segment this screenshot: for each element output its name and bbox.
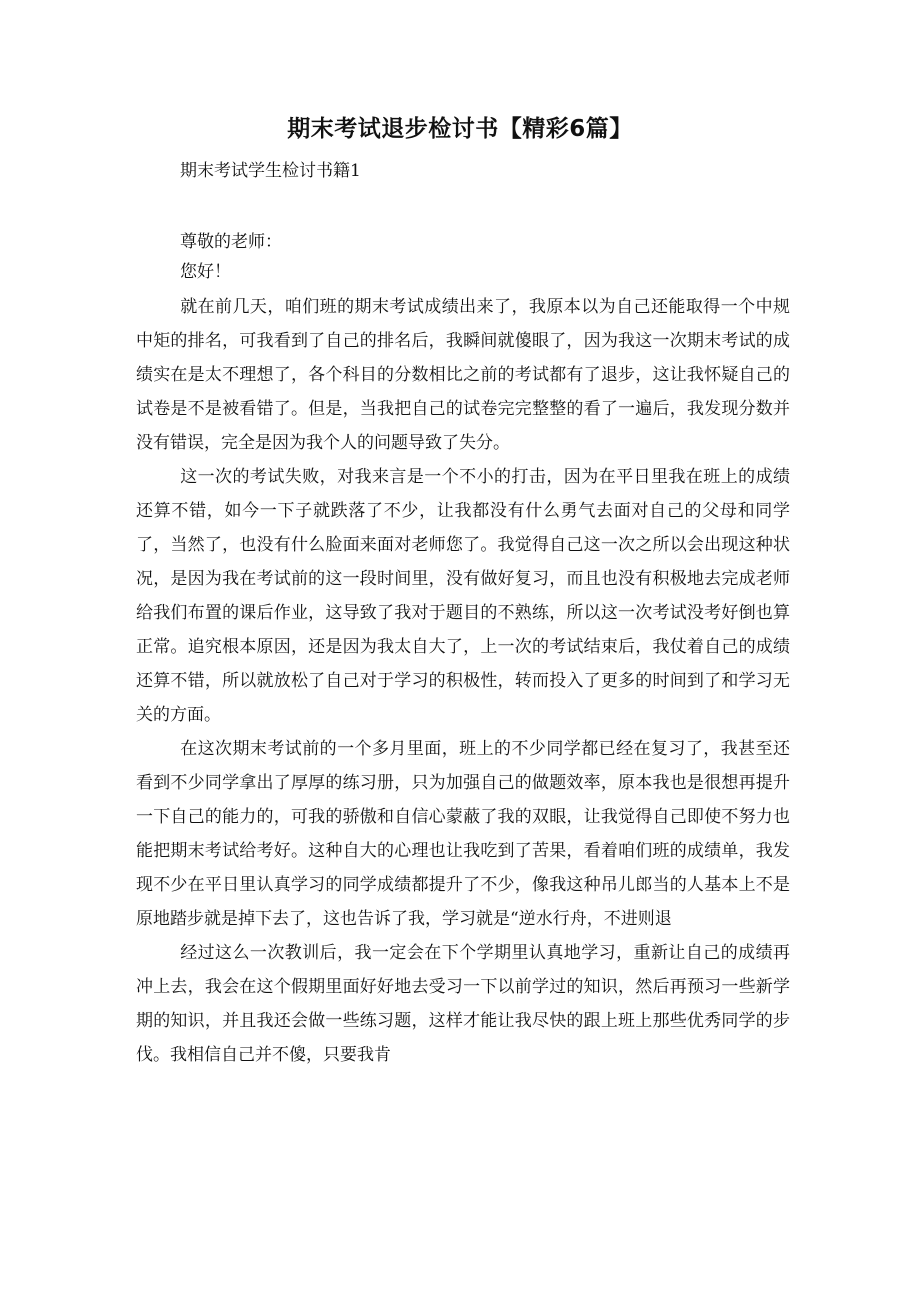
letter-body bbox=[136, 290, 790, 1072]
document-title: 期末考试退步检讨书【精彩6篇】 bbox=[287, 116, 633, 142]
paragraph-4: 经过这么一次教训后，我一定会在下个学期里认真地学习，重新让自己的成绩再冲上去，我会在这个假期里面好好地去受习一下以前学过的知识，然后再预习一些新学期的知识，并且我还会做一些练习题，这样才能让我尽快的跟上班上那些优秀同学的步伐。我相信自己并不傻，只要我肯 bbox=[136, 943, 790, 1065]
greeting: 尊敬的老师： bbox=[180, 232, 282, 252]
paragraph-2: 这一次的考试失败，对我来言是一个不小的打击，因为在平日里我在班上的成绩还算不错，如今一下子就跌落了不少，让我都没有什么勇气去面对自己的父母和同学了，当然了，也没有什么脸面来面对老师您了。我觉得自己这一次之所以会出现这种状况，是因为我在考试前的这一段时间里，没有做好复习，而且也没有积极地去完成老师给我们布置的课后作业，这导致了我对于题目的不熟练，所以这一次考试没考好倒也算正常。追究根本原因，还是因为我太自大了，上一次的考试结束后，我仗着自己的成绩还算不错，所以就放松了自己对于学习的积极性，转而投入了更多的时间到了和学习无关的方面。 bbox=[136, 467, 790, 725]
paragraph-1: 就在前几天，咱们班的期末考试成绩出来了，我原本以为自己还能取得一个中规中矩的排名，可我看到了自己的排名后，我瞬间就傻眼了，因为我这一次期末考试的成绩实在是太不理想了，各个科目的分数相比之前的考试都有了退步，这让我怀疑自己的试卷是不是被看错了。但是，当我把自己的试卷完完整整的看了一遍后，我发现分数并没有错误，完全是因为我个人的问题导致了失分。 bbox=[136, 297, 790, 453]
document-subtitle: 期末考试学生检讨书籍1 bbox=[180, 161, 361, 181]
paragraph-3: 在这次期末考试前的一个多月里面，班上的不少同学都已经在复习了，我甚至还看到不少同学拿出了厚厚的练习册，只为加强自己的做题效率，原本我也是很想再提升一下自己的能力的，可我的骄傲和自信心蒙蔽了我的双眼，让我觉得自己即使不努力也能把期末考试给考好。这种自大的心理也让我吃到了苦果，看着咱们班的成绩单，我发现不少在平日里认真学习的同学成绩都提升了不少，像我这种吊儿郎当的人基本上不是原地踏步就是掉下去了，这也告诉了我，学习就是“逆水行舟，不进则退 bbox=[136, 739, 790, 929]
hello-line: 您好！ bbox=[180, 262, 231, 282]
